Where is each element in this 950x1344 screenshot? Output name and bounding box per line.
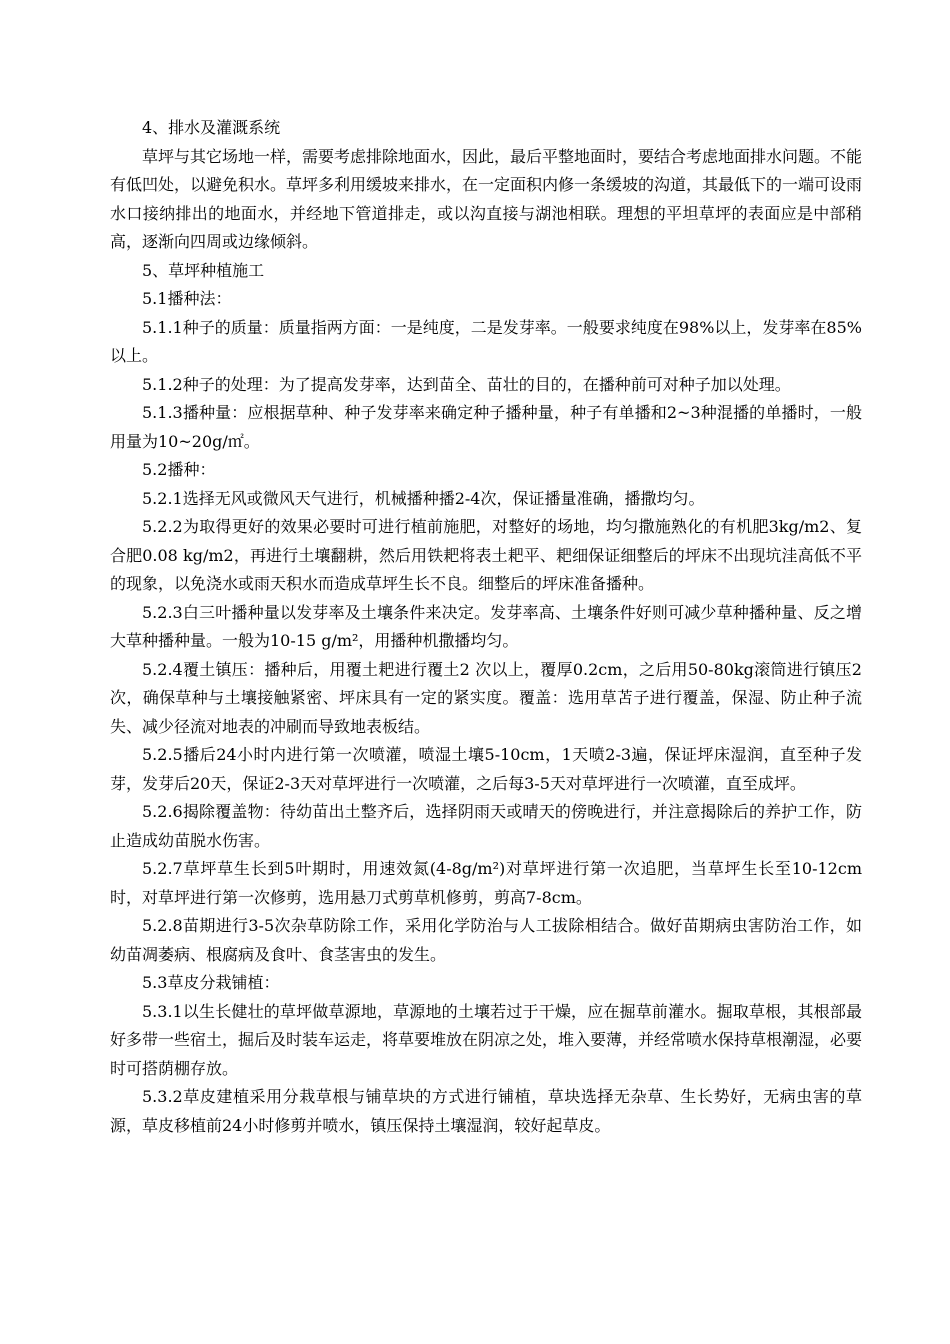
section-heading-planting: 5、草坪种植施工 xyxy=(142,260,265,280)
subsection-heading-sowing-method: 5.1播种法： xyxy=(142,289,232,308)
paragraph-clover-sowing: 5.2.3白三叶播种量以发芽率及土壤条件来决定。发芽率高、土壤条件好则可减少草种播种量、反之增大草种播种量。一般为10-15 g/m²，用播种机撒播均匀。 xyxy=(110,602,862,650)
paragraph-covering: 5.2.4覆土镇压：播种后，用覆土耙进行覆土2 次以上，覆厚0.2cm，之后用50-80kg滚筒进行镇压2次，确保草种与土壤接触紧密、坪床具有一定的紧实度。覆盖：选用草苫子进行覆盖，保湿、防止种子流失、减少径流对地表的冲刷而导致地表板结。 xyxy=(110,659,862,736)
paragraph-seed-quality: 5.1.1种子的质量：质量指两方面：一是纯度，二是发芽率。一般要求纯度在98%以上，发芽率在85%以上。 xyxy=(110,317,862,365)
paragraph-uncovering: 5.2.6揭除覆盖物：待幼苗出土整齐后，选择阴雨天或晴天的傍晚进行，并注意揭除后的养护工作，防止造成幼苗脱水伤害。 xyxy=(110,802,862,850)
document-body xyxy=(110,114,862,1140)
section-heading-drainage: 4、排水及灌溉系统 xyxy=(142,118,281,137)
subsection-heading-sod: 5.3草皮分栽铺植： xyxy=(142,973,280,992)
paragraph-drainage: 草坪与其它场地一样，需要考虑排除地面水，因此，最后平整地面时，要结合考虑地面排水问题。不能有低凹处，以避免积水。草坪多利用缓坡来排水，在一定面积内修一条缓坡的沟道，其最低下的一端可设雨水口接纳排出的地面水，并经地下管道排走，或以沟直接与湖池相联。理想的平坦草坪的表面应是中部稍高，逐渐向四周或边缘倾斜。 xyxy=(110,146,863,251)
paragraph-fertilizing: 5.2.2为取得更好的效果必要时可进行植前施肥，对整好的场地，均匀撒施熟化的有机肥3kg/m2、复合肥0.08 kg/m2，再进行土壤翻耕，然后用铁耙将表土耙平、耙细保证细整后的坪床不出现坑洼高低不平的现象，以免浇水或雨天积水而造成草坪生长不良。细整后的坪床准备播种。 xyxy=(110,517,862,593)
paragraph-weed-control: 5.2.8苗期进行3-5次杂草防除工作，采用化学防治与人工拔除相结合。做好苗期病虫害防治工作，如幼苗凋萎病、根腐病及食叶、食茎害虫的发生。 xyxy=(110,916,862,964)
paragraph-sowing-amount: 5.1.3播种量：应根据草种、种子发芽率来确定种子播种量，种子有单播和2~3种混播的单播时，一般用量为10~20g/㎡。 xyxy=(110,403,862,451)
paragraph-sowing-weather: 5.2.1选择无风或微风天气进行，机械播种播2-4次，保证播量准确，播撒均匀。 xyxy=(142,488,705,508)
paragraph-seed-treatment: 5.1.2种子的处理：为了提高发芽率，达到苗全、苗壮的目的，在播种前可对种子加以处理。 xyxy=(142,374,791,394)
paragraph-sod-laying: 5.3.2草皮建植采用分栽草根与铺草块的方式进行铺植，草块选择无杂草、生长势好，无病虫害的草源，草皮移植前24小时修剪并喷水，镇压保持土壤湿润，较好起草皮。 xyxy=(110,1087,862,1135)
paragraph-fertilize-mow: 5.2.7草坪草生长到5叶期时，用速效氮(4-8g/m²)对草坪进行第一次追肥，当草坪生长至10-12cm时，对草坪进行第一次修剪，选用悬刀式剪草机修剪，剪高7-8cm。 xyxy=(110,859,862,907)
subsection-heading-sowing: 5.2播种： xyxy=(142,460,216,479)
paragraph-sod-source: 5.3.1以生长健壮的草坪做草源地，草源地的土壤若过于干燥，应在掘草前灌水。掘取草根，其根部最好多带一些宿土，掘后及时装车运走，将草要堆放在阴凉之处，堆入要薄，并经常喷水保持草根潮湿，必要时可搭荫棚存放。 xyxy=(110,1001,863,1078)
paragraph-irrigation: 5.2.5播后24小时内进行第一次喷灌，喷湿土壤5-10cm，1天喷2-3遍，保证坪床湿润，直至种子发芽，发芽后20天，保证2-3天对草坪进行一次喷灌，之后每3-5天对草坪进行一次喷灌，直至成坪。 xyxy=(110,745,862,793)
